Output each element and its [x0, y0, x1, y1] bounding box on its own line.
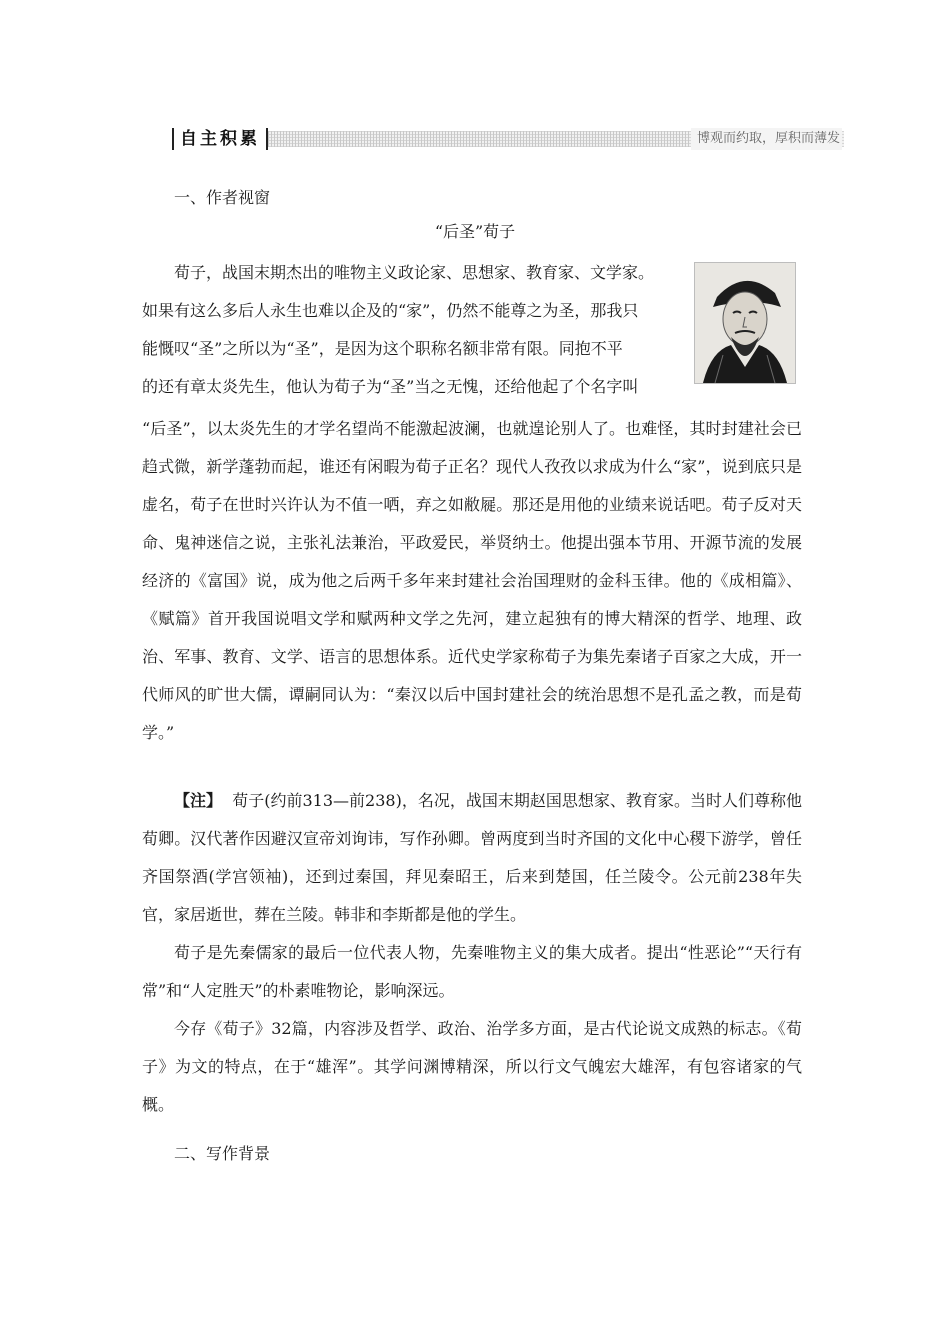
- para-2: 荀子是先秦儒家的最后一位代表人物，先秦唯物主义的集大成者。提出“性恶论”“天行有常”和“人定胜天”的朴素唯物论，影响深远。: [142, 943, 802, 1000]
- intro-line-3: 能慨叹“圣”之所以为“圣”，是因为这个职称名额非常有限。同抱不平: [142, 339, 623, 358]
- intro-rest: “后圣”，以太炎先生的才学名望尚不能激起波澜，也就遑论别人了。也难怪，其时封建社会已趋式微，新学蓬勃而起，谁还有闲暇为荀子正名？现代人孜孜以求成为什么“家”，说到底只是虚名，荀子在世时兴许认为不值一哂，弃之如敝屣。那还是用他的业绩来说话吧。荀子反对天命、鬼神迷信之说，主张礼法兼治，平政爱民，举贤纳士。他提出强本节用、开源节流的发展经济的《富国》说，成为他之后两千多年来封建社会治国理财的金科玉律。他的《成相篇》、《赋篇》首开我国说唱文学和赋两种文学之先河，建立起独有的博大精深的哲学、地理、政治、军事、教育、文学、语言的思想体系。近代史学家称荀子为集先秦诸子百家之大成，开一代师风的旷世大儒，谭嗣同认为：“秦汉以后中国封建社会的统治思想不是孔孟之教，而是荀学。”: [142, 419, 802, 742]
- works-paragraph: [142, 1010, 802, 1124]
- note-text: 荀子(约前313—前238)，名况，战国末期赵国思想家、教育家。当时人们尊称他荀卿。汉代著作因避汉宣帝刘询讳，写作孙卿。曾两度到当时齐国的文化中心稷下游学，曾任齐国祭酒(学宫领袖)，还到过秦国，拜见秦昭王，后来到楚国，任兰陵令。公元前238年失官，家居逝世，葬在兰陵。韩非和李斯都是他的学生。: [142, 791, 802, 924]
- note-paragraph: [142, 782, 802, 934]
- author-heading: 一、作者视窗: [174, 188, 271, 207]
- section-banner: [172, 128, 844, 150]
- para-3: 今存《荀子》32篇，内容涉及哲学、政治、治学多方面，是古代论说文成熟的标志。《荀子》为文的特点，在于“雄浑”。其学问渊博精深，所以行文气魄宏大雄浑，有包容诸家的气概。: [142, 1019, 802, 1114]
- intro-line-1: 荀子，战国末期杰出的唯物主义政论家、思想家、教育家、文学家。: [174, 263, 655, 282]
- intro-paragraph: [142, 254, 802, 752]
- intro-line-4: 的还有章太炎先生，他认为荀子为“圣”当之无愧，还给他起了个名字叫: [142, 377, 639, 396]
- article-title: “后圣”荀子: [434, 222, 516, 241]
- banner-title: 自主积累: [172, 128, 268, 150]
- intro-line-2: 如果有这么多后人永生也难以企及的“家”，仍然不能尊之为圣，那我只: [142, 301, 639, 320]
- background-heading: 二、写作背景: [174, 1144, 271, 1163]
- summary-paragraph: [142, 934, 802, 1010]
- note-tag: 【注】: [174, 791, 223, 810]
- banner-slogan: 博观而约取，厚积而薄发: [691, 128, 842, 150]
